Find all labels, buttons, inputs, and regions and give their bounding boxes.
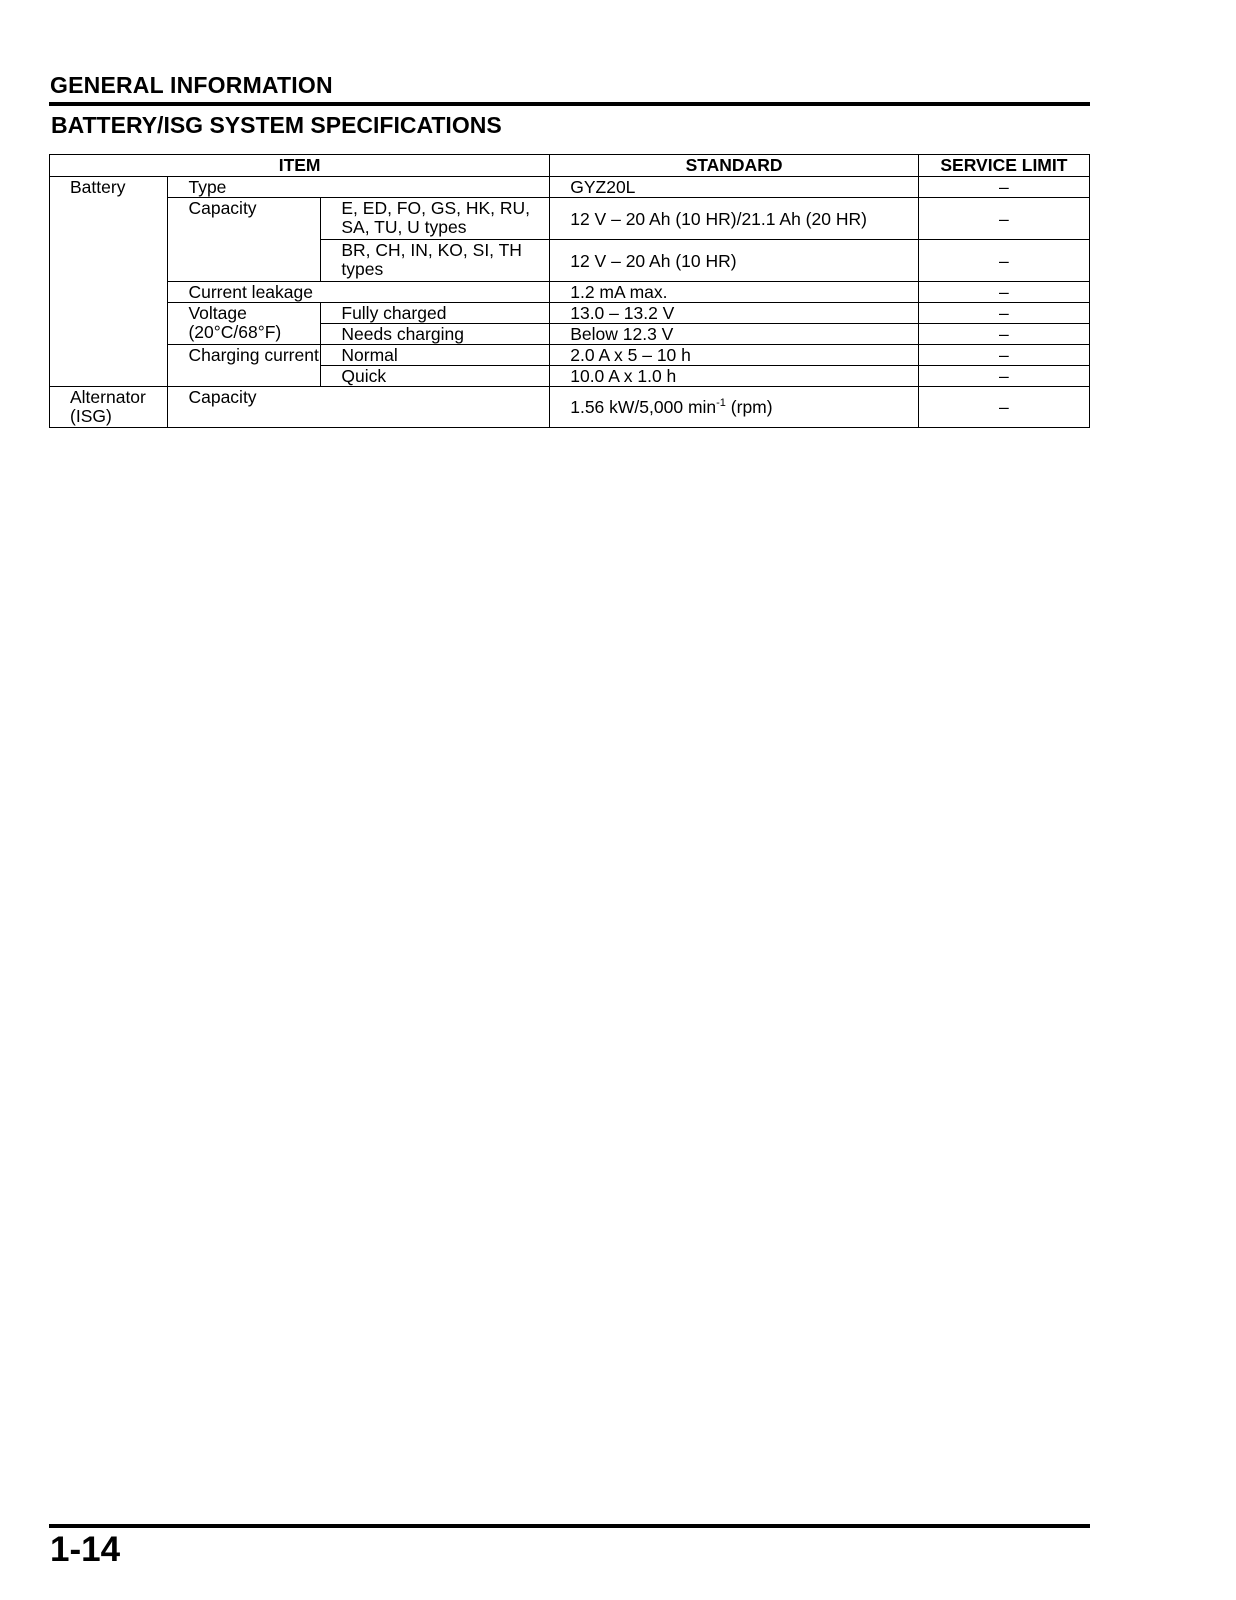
capacity-label: Capacity (168, 198, 321, 282)
table-row (50, 177, 1090, 198)
voltage-full-label: Fully charged (321, 303, 550, 324)
table-row (50, 282, 1090, 303)
service-limit: – (918, 387, 1089, 428)
voltage-needs-label: Needs charging (321, 324, 550, 345)
table-row (50, 345, 1090, 366)
service-limit: – (918, 366, 1089, 387)
service-limit: – (918, 324, 1089, 345)
voltage-needs-standard: Below 12.3 V (550, 324, 919, 345)
alternator-capacity-exponent: -1 (716, 397, 726, 410)
service-limit: – (918, 303, 1089, 324)
header-service-limit: SERVICE LIMIT (918, 155, 1089, 177)
service-limit: – (918, 282, 1089, 303)
charging-quick-standard: 10.0 A x 1.0 h (550, 366, 919, 387)
page-header-title: GENERAL INFORMATION (50, 72, 333, 98)
alternator-label: Alternator (ISG) (50, 387, 168, 428)
alternator-capacity-label: Capacity (168, 387, 550, 428)
charging-quick-label: Quick (321, 366, 550, 387)
charging-normal-label: Normal (321, 345, 550, 366)
alternator-capacity-standard (550, 387, 919, 428)
capacity-standard-a: 12 V – 20 Ah (10 HR)/21.1 Ah (20 HR) (550, 198, 919, 240)
charging-label: Charging current (168, 345, 321, 387)
table-row (50, 387, 1090, 428)
leakage-standard: 1.2 mA max. (550, 282, 919, 303)
service-limit: – (918, 177, 1089, 198)
table-header-row (50, 155, 1090, 177)
capacity-types-a: E, ED, FO, GS, HK, RU, SA, TU, U types (321, 198, 550, 240)
service-limit: – (918, 198, 1089, 240)
type-standard: GYZ20L (550, 177, 919, 198)
header-divider (49, 102, 1090, 106)
capacity-types-b: BR, CH, IN, KO, SI, TH types (321, 240, 550, 282)
type-label: Type (168, 177, 550, 198)
header-standard: STANDARD (550, 155, 919, 177)
service-limit: – (918, 345, 1089, 366)
table-row (50, 303, 1090, 324)
table-row (50, 198, 1090, 240)
capacity-standard-b: 12 V – 20 Ah (10 HR) (550, 240, 919, 282)
leakage-label: Current leakage (168, 282, 550, 303)
header-item: ITEM (50, 155, 550, 177)
alternator-capacity-main: 1.56 kW/5,000 min (570, 397, 717, 417)
section-title: BATTERY/ISG SYSTEM SPECIFICATIONS (51, 112, 502, 138)
battery-label: Battery (50, 177, 168, 387)
service-limit: – (918, 240, 1089, 282)
voltage-full-standard: 13.0 – 13.2 V (550, 303, 919, 324)
specifications-table (49, 154, 1090, 428)
voltage-label: Voltage (20°C/68°F) (168, 303, 321, 345)
charging-normal-standard: 2.0 A x 5 – 10 h (550, 345, 919, 366)
footer-divider (49, 1524, 1090, 1528)
alternator-capacity-tail: (rpm) (725, 397, 773, 417)
page-number: 1-14 (50, 1530, 121, 1569)
